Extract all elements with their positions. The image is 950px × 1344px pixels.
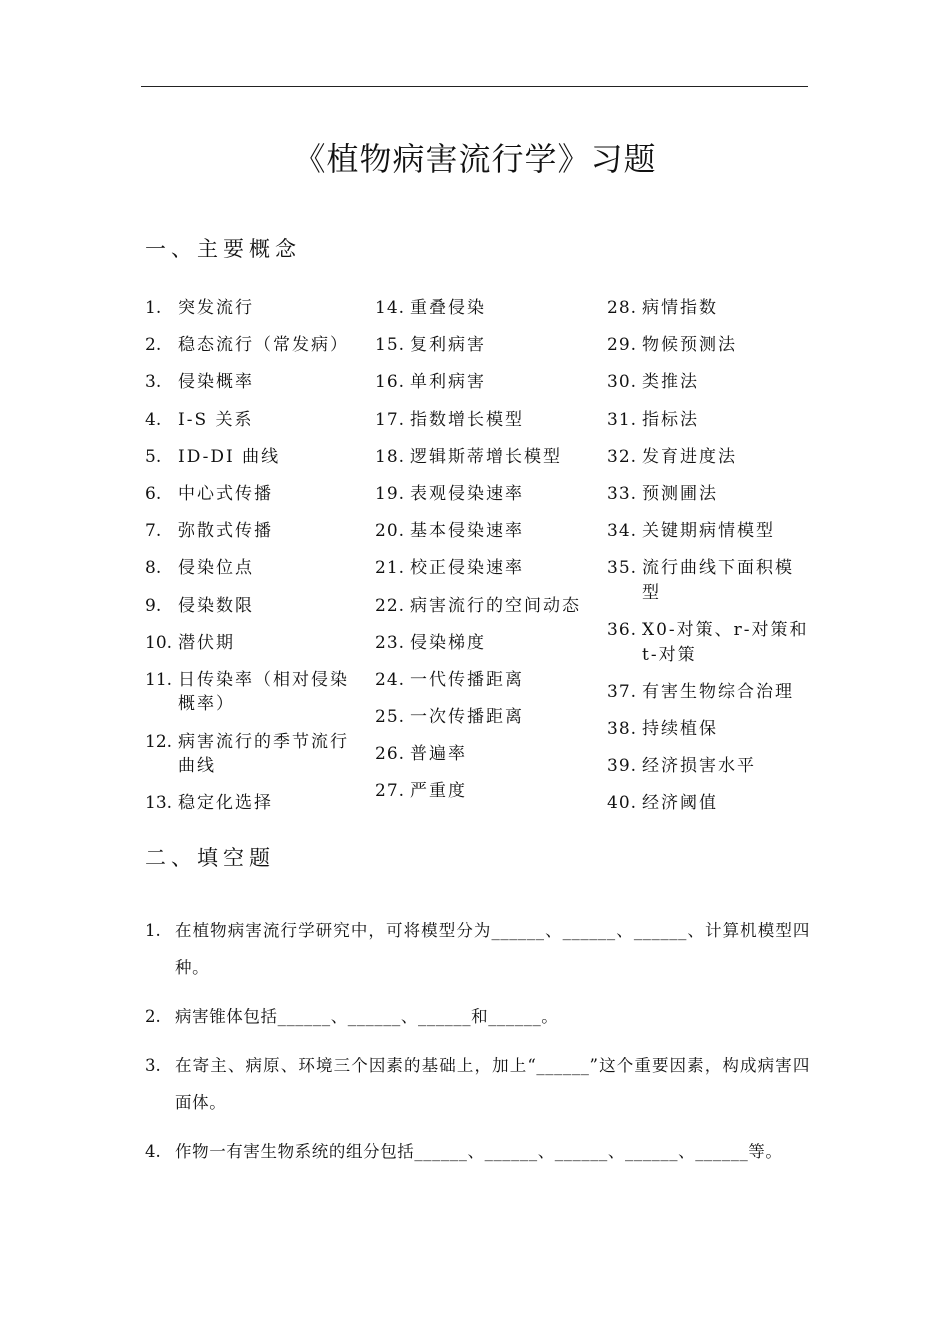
concept-item xyxy=(145,296,360,321)
concept-term: 一次传播距离 xyxy=(410,707,524,728)
concept-item xyxy=(375,556,590,581)
concept-column-2 xyxy=(375,296,590,817)
concept-item xyxy=(375,668,590,693)
concept-item xyxy=(607,370,812,395)
concept-item xyxy=(607,333,812,358)
concept-term: 物候预测法 xyxy=(642,335,737,356)
concept-number: 35. xyxy=(607,558,638,579)
concept-term: 侵染梯度 xyxy=(410,632,486,653)
concept-number: 14. xyxy=(375,298,406,318)
concept-term: 潜伏期 xyxy=(178,632,235,653)
concept-term: 侵染数限 xyxy=(178,595,254,616)
concept-number: 20. xyxy=(375,521,406,542)
concept-number: 39. xyxy=(607,756,638,777)
concept-term: 普遍率 xyxy=(410,744,467,765)
fill-in-question xyxy=(145,998,810,1035)
concept-number: 18. xyxy=(375,446,406,467)
concept-term: 中心式传播 xyxy=(178,483,273,504)
concept-number: 9. xyxy=(145,595,162,616)
question-number: 3. xyxy=(145,1056,161,1075)
concept-term: ID-DI 曲线 xyxy=(178,446,281,467)
concept-item xyxy=(375,594,590,619)
concept-item xyxy=(375,742,590,767)
concept-number: 36. xyxy=(607,620,638,640)
concept-number: 27. xyxy=(375,781,406,802)
concept-item xyxy=(375,482,590,507)
concept-number: 40. xyxy=(607,793,638,814)
concept-item xyxy=(607,754,812,779)
concept-number: 4. xyxy=(145,409,162,430)
concept-term: X0-对策、r-对策和t-对策 xyxy=(642,620,809,665)
concept-item xyxy=(375,705,590,730)
concept-term: 单利病害 xyxy=(410,372,486,393)
concept-column-1 xyxy=(145,296,360,828)
concept-term: 稳定化选择 xyxy=(178,793,273,814)
concept-number: 7. xyxy=(145,521,162,542)
concept-number: 16. xyxy=(375,372,406,393)
concept-number: 10. xyxy=(145,632,173,653)
concept-term: 校正侵染速率 xyxy=(410,558,524,579)
concept-number: 19. xyxy=(375,483,406,504)
concept-number: 12. xyxy=(145,731,173,752)
concept-term: 预测圃法 xyxy=(642,483,718,504)
concept-number: 31. xyxy=(607,409,638,430)
concept-number: 25. xyxy=(375,707,406,728)
question-number: 2. xyxy=(145,1007,161,1026)
fill-in-question xyxy=(145,1047,810,1121)
concept-term: 有害生物综合治理 xyxy=(642,681,794,702)
concept-item xyxy=(607,519,812,544)
concept-number: 15. xyxy=(375,335,406,356)
concept-item xyxy=(375,296,590,321)
concept-number: 13. xyxy=(145,793,173,814)
concept-item xyxy=(375,631,590,656)
concept-term: I-S 关系 xyxy=(178,409,254,430)
concept-item xyxy=(145,408,360,433)
concept-term: 持续植保 xyxy=(642,718,718,739)
concept-term: 逻辑斯蒂增长模型 xyxy=(410,446,562,467)
concept-item xyxy=(375,519,590,544)
concept-number: 29. xyxy=(607,335,638,356)
concept-number: 23. xyxy=(375,632,406,653)
concept-number: 3. xyxy=(145,372,162,393)
question-number: 4. xyxy=(145,1142,161,1161)
concept-number: 6. xyxy=(145,483,162,504)
concept-term: 发育进度法 xyxy=(642,446,737,467)
concept-item xyxy=(375,445,590,470)
question-text: 在寄主、病原、环境三个因素的基础上，加上“______”这个重要因素，构成病害四面体。 xyxy=(175,1056,810,1112)
concept-item xyxy=(145,730,360,779)
concept-item xyxy=(607,618,812,667)
concept-term: 流行曲线下面积模型 xyxy=(642,558,794,603)
concept-number: 21. xyxy=(375,558,406,579)
concept-item xyxy=(607,296,812,321)
concept-number: 8. xyxy=(145,558,162,579)
question-text: 在植物病害流行学研究中，可将模型分为______、______、______、计算机模型四种。 xyxy=(175,921,810,977)
concept-term: 病害流行的空间动态 xyxy=(410,595,581,616)
concept-number: 33. xyxy=(607,483,638,504)
concept-term: 侵染概率 xyxy=(178,372,254,393)
concept-number: 22. xyxy=(375,595,406,616)
concept-number: 28. xyxy=(607,298,638,318)
concept-item xyxy=(375,408,590,433)
concept-item xyxy=(375,779,590,804)
concept-term: 严重度 xyxy=(410,781,467,802)
concept-term: 经济阈值 xyxy=(642,793,718,814)
concept-column-3 xyxy=(607,296,812,828)
concept-number: 34. xyxy=(607,521,638,542)
concept-number: 26. xyxy=(375,744,406,765)
concept-number: 2. xyxy=(145,335,162,356)
concept-number: 32. xyxy=(607,446,638,467)
concept-number: 30. xyxy=(607,372,638,393)
concept-number: 37. xyxy=(607,681,638,702)
fill-in-question-list xyxy=(145,912,810,1182)
concept-number: 1. xyxy=(145,298,162,318)
concept-number: 38. xyxy=(607,718,638,739)
concept-term: 日传染率（相对侵染概率） xyxy=(178,669,349,715)
question-text: 病害锥体包括______、______、______和______。 xyxy=(175,1007,559,1026)
concept-term: 关键期病情模型 xyxy=(642,521,775,542)
concept-item xyxy=(375,333,590,358)
fill-in-question xyxy=(145,1133,810,1170)
concept-item xyxy=(607,445,812,470)
concept-number: 17. xyxy=(375,409,406,430)
concept-term: 侵染位点 xyxy=(178,558,254,579)
concept-item xyxy=(607,680,812,705)
concept-item xyxy=(145,791,360,816)
concept-item xyxy=(145,370,360,395)
concept-term: 经济损害水平 xyxy=(642,756,756,777)
concept-item xyxy=(607,408,812,433)
fill-in-question xyxy=(145,912,810,986)
concept-term: 弥散式传播 xyxy=(178,521,273,542)
concept-item xyxy=(145,594,360,619)
page-title: 《植物病害流行学》习题 xyxy=(293,140,657,178)
concept-item xyxy=(145,519,360,544)
concept-term: 指数增长模型 xyxy=(410,409,524,430)
section-heading-concepts: 一、主要概念 xyxy=(145,237,301,261)
concept-number: 5. xyxy=(145,446,162,467)
concept-item xyxy=(607,556,812,605)
concept-term: 病情指数 xyxy=(642,298,718,318)
concept-term: 指标法 xyxy=(642,409,699,430)
concept-number: 24. xyxy=(375,669,406,690)
concept-item xyxy=(607,791,812,816)
concept-item xyxy=(145,482,360,507)
concept-term: 一代传播距离 xyxy=(410,669,524,690)
concept-term: 病害流行的季节流行曲线 xyxy=(178,731,349,777)
section-heading-fill-in: 二、填空题 xyxy=(145,846,275,870)
concept-number: 11. xyxy=(145,669,173,690)
concept-term: 表观侵染速率 xyxy=(410,483,524,504)
concept-term: 突发流行 xyxy=(178,298,254,318)
concept-item xyxy=(607,717,812,742)
concept-term: 重叠侵染 xyxy=(410,298,486,318)
concept-term: 复利病害 xyxy=(410,335,486,356)
concept-term: 基本侵染速率 xyxy=(410,521,524,542)
question-text: 作物一有害生物系统的组分包括______、______、______、______、______等。 xyxy=(175,1142,783,1161)
concept-item xyxy=(145,556,360,581)
header-rule xyxy=(141,86,808,87)
concept-item xyxy=(145,445,360,470)
concept-item xyxy=(145,668,360,717)
concept-item xyxy=(375,370,590,395)
concept-item xyxy=(145,333,360,358)
concept-term: 稳态流行（常发病） xyxy=(178,335,349,356)
question-number: 1. xyxy=(145,921,161,940)
concept-item xyxy=(607,482,812,507)
concept-item xyxy=(145,631,360,656)
concept-term: 类推法 xyxy=(642,372,699,393)
